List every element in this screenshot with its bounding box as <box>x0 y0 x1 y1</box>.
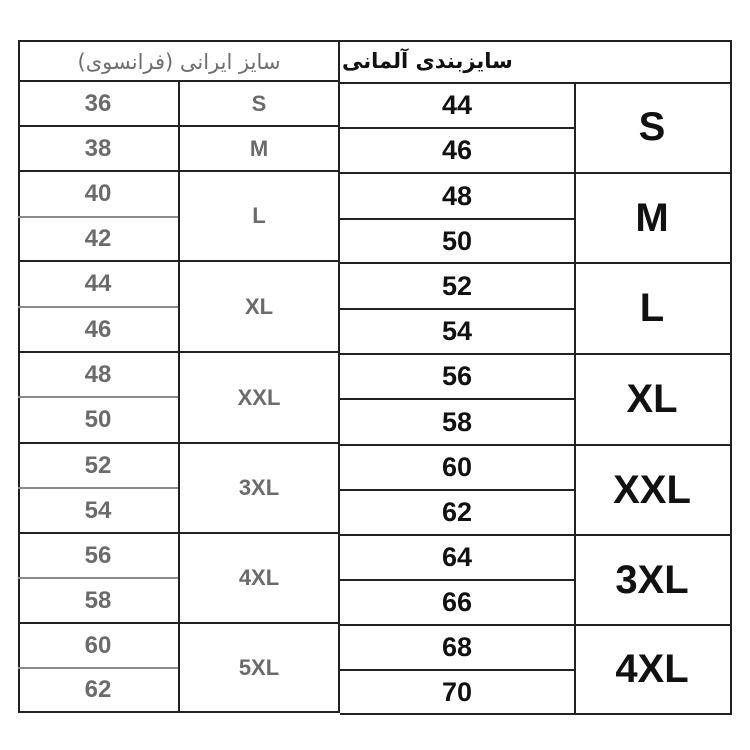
french-value-cell: 42 <box>84 225 112 252</box>
german-value-cell: 64 <box>441 542 473 572</box>
iranian-size-cell: XL <box>244 293 274 319</box>
french-value-cell: 38 <box>84 134 112 162</box>
iranian-size-cell: L <box>252 203 266 228</box>
german-value-cell: 50 <box>441 225 473 256</box>
german-value-cell: 70 <box>441 676 473 707</box>
french-value-cell: 40 <box>84 180 112 207</box>
german-size-cell: S <box>638 104 666 149</box>
persian-size-header: سایز ایرانی (فرانسوی) <box>77 50 281 74</box>
grid-line <box>18 711 340 713</box>
grid-line <box>338 40 340 713</box>
german-value-cell: 52 <box>441 270 473 301</box>
grid-line <box>18 40 340 42</box>
grid-line <box>730 40 732 715</box>
iranian-size-cell: S <box>251 90 267 116</box>
german-value-cell: 58 <box>441 406 473 437</box>
french-value-cell: 36 <box>84 89 112 117</box>
french-value-cell: 46 <box>84 315 112 343</box>
german-size-cell: M <box>635 195 669 240</box>
iranian-size-cell: 4XL <box>238 565 280 590</box>
french-value-cell: 62 <box>84 676 112 703</box>
german-size-cell: L <box>639 286 665 330</box>
german-size-cell: XL <box>626 377 678 421</box>
iranian-size-cell: 3XL <box>238 475 280 500</box>
iranian-size-cell: XXL <box>237 384 281 410</box>
french-value-cell: 50 <box>84 406 112 433</box>
german-value-cell: 48 <box>441 180 473 211</box>
iranian-size-cell: M <box>249 135 269 161</box>
german-value-cell: 44 <box>441 90 473 120</box>
french-value-cell: 52 <box>84 451 112 479</box>
french-value-cell: 48 <box>84 360 112 388</box>
german-size-cell: 3XL <box>615 557 689 602</box>
french-value-cell: 54 <box>84 496 112 524</box>
french-value-cell: 58 <box>84 586 112 614</box>
german-size-cell: 4XL <box>615 647 689 691</box>
german-value-cell: 66 <box>441 587 473 617</box>
french-value-cell: 44 <box>84 270 112 297</box>
german-value-cell: 54 <box>441 316 473 346</box>
french-value-cell: 56 <box>84 541 112 569</box>
german-value-cell: 62 <box>441 497 473 527</box>
german-size-header: سایزبندی آلمانی <box>342 49 513 73</box>
german-value-cell: 60 <box>441 452 473 482</box>
iranian-size-cell: 5XL <box>238 654 280 680</box>
german-value-cell: 56 <box>441 361 473 391</box>
german-value-cell: 46 <box>441 135 473 165</box>
french-value-cell: 60 <box>84 631 112 659</box>
german-value-cell: 68 <box>441 632 473 662</box>
grid-line <box>340 713 732 715</box>
german-size-cell: XXL <box>613 467 691 512</box>
